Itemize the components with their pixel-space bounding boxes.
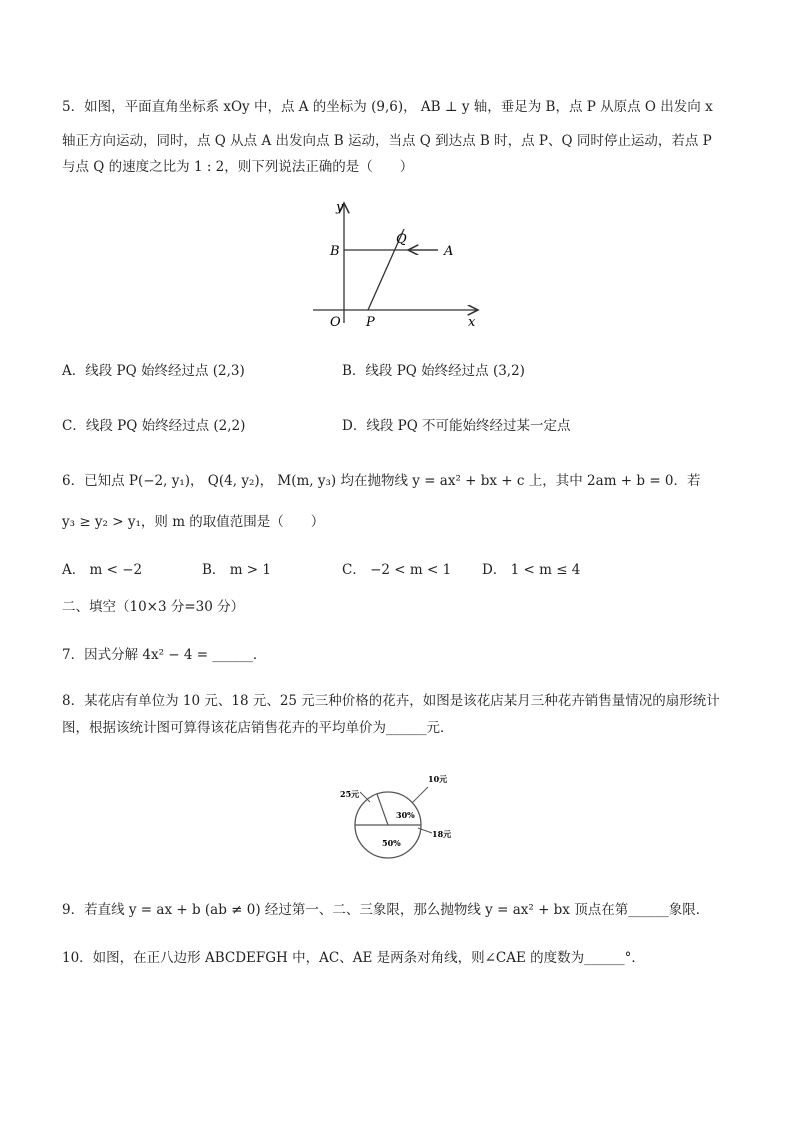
q7-text: 7．因式分解 4x² − 4 = ______． <box>62 647 267 663</box>
pie-pct-30: 30% <box>396 810 415 820</box>
label-a: A <box>444 244 454 259</box>
q5-line3: 与点 Q 的速度之比为 1 : 2，则下列说法正确的是（ ） <box>62 159 414 175</box>
pie-label-10: 10元 <box>428 774 448 784</box>
pie-label-25: 25元 <box>340 789 360 799</box>
q5-option-a: A．线段 PQ 始终经过点 (2,3) <box>62 363 245 379</box>
label-q: Q <box>396 232 407 247</box>
pie-label-18: 18元 <box>432 829 452 839</box>
q5-line2: 轴正方向运动，同时，点 Q 从点 A 出发向点 B 运动，当点 Q 到达点 B 时，点 P、Q 同时停止运动，若点 P <box>62 133 712 149</box>
q6-line2: y₃ ≥ y₂ > y₁，则 m 的取值范围是（ ） <box>62 514 325 530</box>
label-b: B <box>330 244 340 259</box>
label-p: P <box>366 315 375 330</box>
q5-option-d: D．线段 PQ 不可能始终经过某一定点 <box>342 418 571 434</box>
leader-10 <box>412 787 428 803</box>
q10-text: 10．如图，在正八边形 ABCDEFGH 中，AC、AE 是两条对角线，则∠CAE 的度数为______°． <box>62 950 645 966</box>
pie-pct-50: 50% <box>382 838 401 848</box>
q6-option-c: C． −2 < m < 1 <box>342 562 452 578</box>
label-y: y <box>336 200 344 215</box>
q8-line1: 8．某花店有单位为 10 元、18 元、25 元三种价格的花卉，如图是该花店某月三种花卉销售量情况的扇形统计 <box>62 693 720 709</box>
label-x: x <box>468 315 476 330</box>
q6-option-d: D． 1 < m ≤ 4 <box>482 562 581 578</box>
q5-option-c: C．线段 PQ 始终经过点 (2,2) <box>62 418 246 434</box>
q5-option-b: B．线段 PQ 始终经过点 (3,2) <box>342 363 525 379</box>
label-o: O <box>330 315 341 330</box>
q6-line1: 6．已知点 P(−2, y₁)， Q(4, y₂)， M(m, y₃) 均在抛物线 y = ax² + bx + c 上，其中 2am + b = 0．若 <box>62 473 701 489</box>
q9-text: 9．若直线 y = ax + b (ab ≠ 0) 经过第一、二、三象限，那么抛物线 y = ax² + bx 顶点在第______象限． <box>62 902 710 918</box>
q8-line2: 图，根据该统计图可算得该花店销售花卉的平均单价为______元． <box>62 720 454 736</box>
q5-line1: 5．如图，平面直角坐标系 xOy 中，点 A 的坐标为 (9,6)， AB ⊥ y 轴，垂足为 B，点 P 从原点 O 出发向 x <box>62 99 713 115</box>
q8-pie-chart <box>330 770 470 880</box>
q6-option-a: A． m < −2 <box>62 562 143 578</box>
q5-coordinate-figure <box>308 193 498 333</box>
q6-option-b: B． m > 1 <box>202 562 271 578</box>
section-heading: 二、填空（10×3 分=30 分） <box>62 599 245 615</box>
